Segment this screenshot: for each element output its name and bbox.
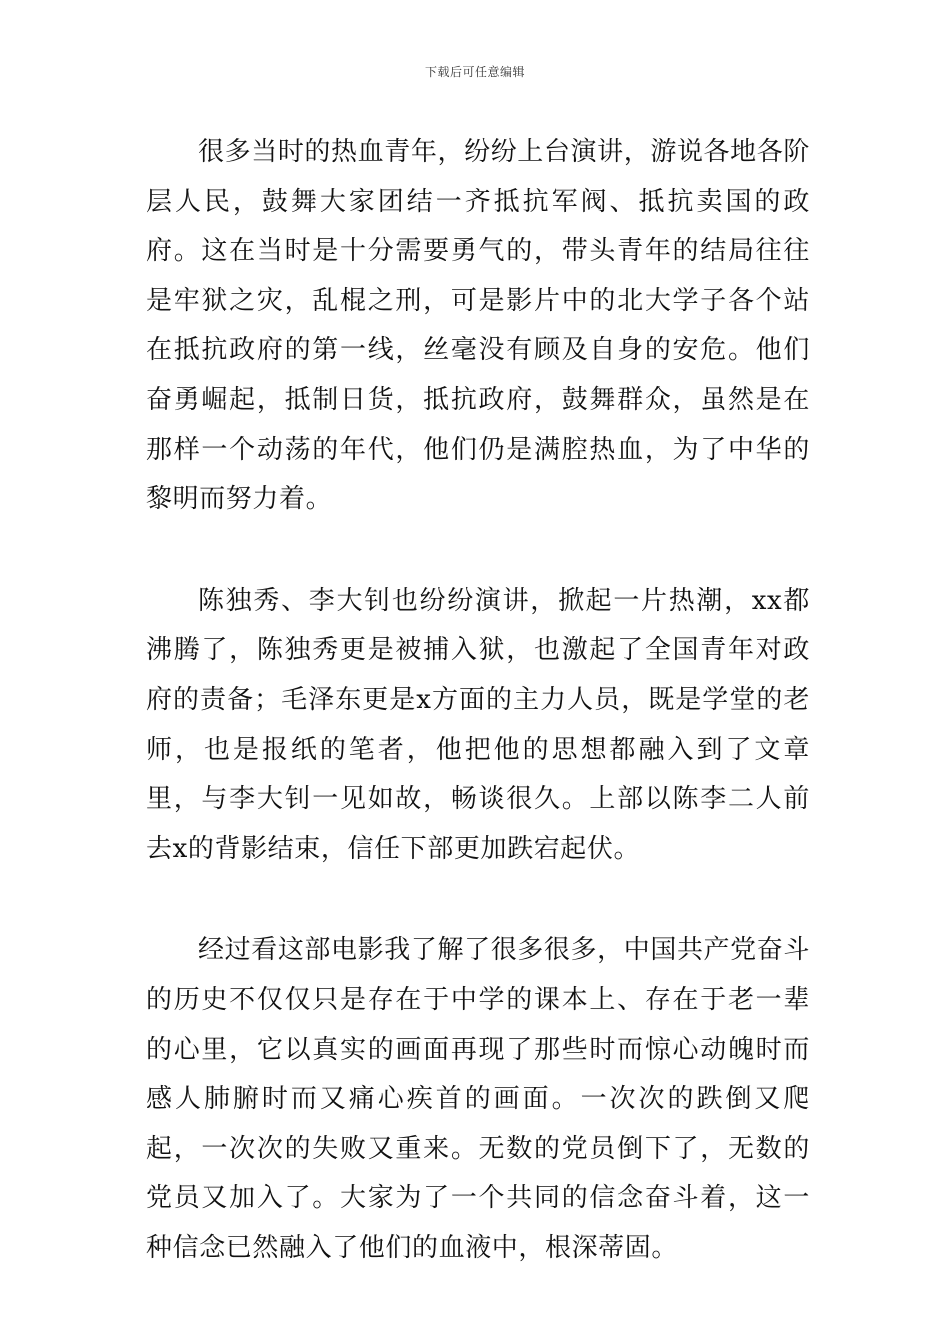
document-body	[146, 128, 810, 1273]
paragraph-1: 很多当时的热血青年，纷纷上台演讲，游说各地各阶层人民，鼓舞大家团结一齐抵抗军阀、抵抗卖国的政府。这在当时是十分需要勇气的，带头青年的结局往往是牢狱之灾，乱棍之刑，可是影片中的北大学子各个站在抵抗政府的第一线，丝毫没有顾及自身的安危。他们奋勇崛起，抵制日货，抵抗政府，鼓舞群众，虽然是在那样一个动荡的年代，他们仍是满腔热血，为了中华的黎明而努力着。	[146, 137, 810, 515]
page-header: 下载后可任意编辑	[424, 65, 525, 79]
paragraph-2: 陈独秀、李大钊也纷纷演讲，掀起一片热潮，xx都沸腾了，陈独秀更是被捕入狱，也激起了全国青年对政府的责备；毛泽东更是x方面的主力人员，既是学堂的老师，也是报纸的笔者，他把他的思想都融入到了文章里，与李大钊一见如故，畅谈很久。上部以陈李二人前去x的背影结束，信任下部更加跌宕起伏。	[146, 585, 810, 864]
paragraph-3: 经过看这部电影我了解了很多很多，中国共产党奋斗的历史不仅仅只是存在于中学的课本上、存在于老一辈的心里，它以真实的画面再现了那些时而惊心动魄时而感人肺腑时而又痛心疾首的画面。一次次的跌倒又爬起，一次次的失败又重来。无数的党员倒下了，无数的党员又加入了。大家为了一个共同的信念奋斗着，这一种信念已然融入了他们的血液中，根深蒂固。	[146, 935, 810, 1263]
